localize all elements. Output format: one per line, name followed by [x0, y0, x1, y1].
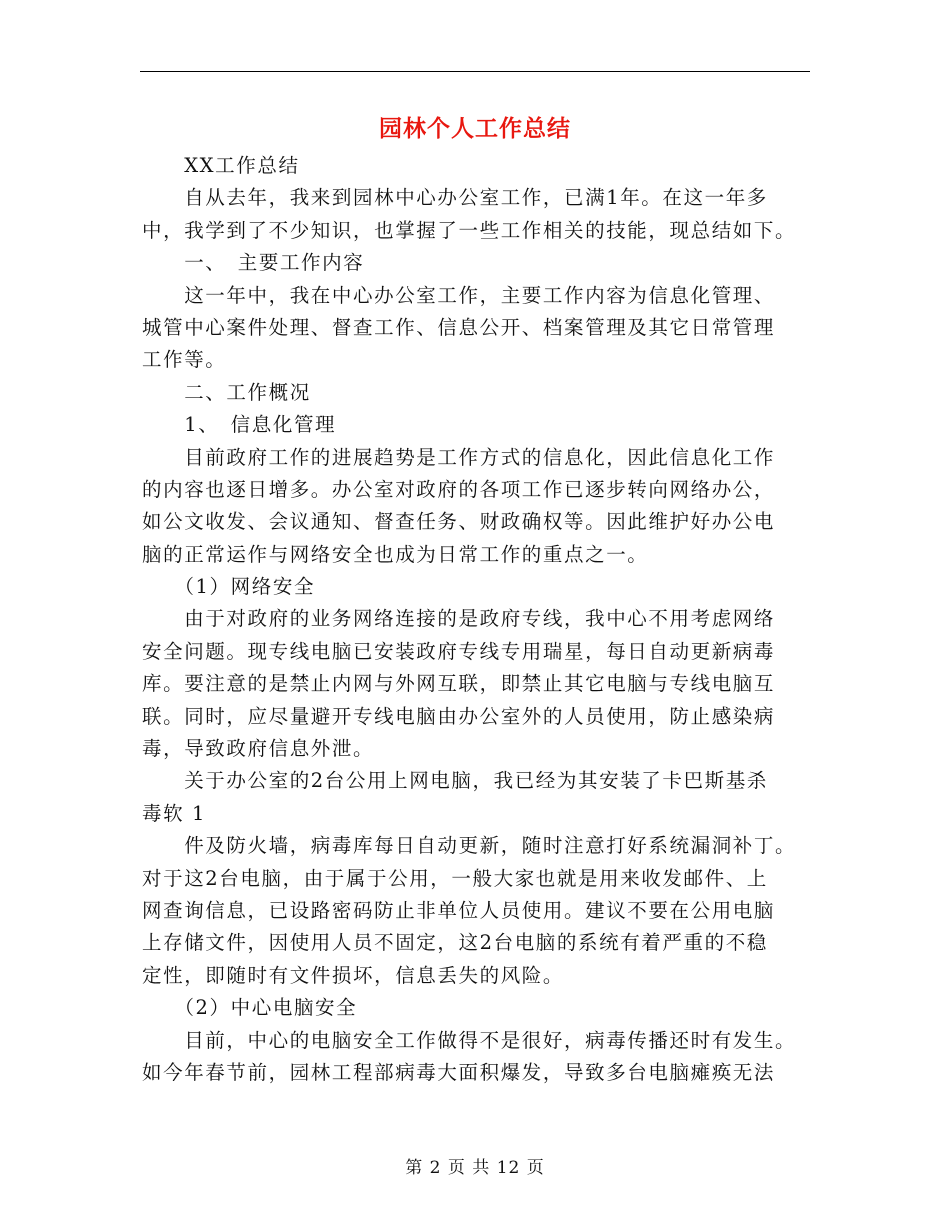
- body-line: 由于对政府的业务网络连接的是政府专线，我中心不用考虑网络: [142, 607, 776, 631]
- body-line: 二、工作概况: [142, 380, 311, 404]
- document-body: [142, 150, 814, 1089]
- body-line: 脑的正常运作与网络安全也成为日常工作的重点之一。: [142, 542, 649, 566]
- body-line: 安全问题。现专线电脑已安装政府专线专用瑞星，每日自动更新病毒: [142, 639, 776, 663]
- body-line: 关于办公室的2台公用上网电脑，我已经为其安装了卡巴斯基杀: [142, 769, 768, 793]
- header-rule: [140, 71, 810, 72]
- body-line: 件及防火墙，病毒库每日自动更新，随时注意打好系统漏洞补丁。: [142, 834, 797, 858]
- body-line: 如公文收发、会议通知、督查任务、财政确权等。因此维护好办公电: [142, 510, 776, 534]
- body-line: 对于这2台电脑，由于属于公用，一般大家也就是用来收发邮件、上: [142, 866, 768, 890]
- body-line: 中，我学到了不少知识，也掌握了一些工作相关的技能，现总结如下。: [142, 218, 797, 242]
- page-number-footer: 第 2 页 共 12 页: [405, 1158, 545, 1178]
- body-line: （1）网络安全: [142, 575, 316, 599]
- body-line: 库。要注意的是禁止内网与外网互联，即禁止其它电脑与专线电脑互: [142, 672, 776, 696]
- body-line: 自从去年，我来到园林中心办公室工作，已满1年。在这一年多: [142, 186, 768, 210]
- body-line: 工作等。: [142, 348, 227, 372]
- body-line: 城管中心案件处理、督查工作、信息公开、档案管理及其它日常管理: [142, 315, 776, 339]
- body-line: 的内容也逐日增多。办公室对政府的各项工作已逐步转向网络办公，: [142, 477, 776, 501]
- body-line: 1、 信息化管理: [142, 413, 337, 437]
- body-line: 毒软 1: [142, 801, 207, 825]
- body-line: 上存储文件，因使用人员不固定，这2台电脑的系统有着严重的不稳: [142, 931, 768, 955]
- body-line: （2）中心电脑安全: [142, 996, 358, 1020]
- body-line: 目前政府工作的进展趋势是工作方式的信息化，因此信息化工作: [142, 445, 776, 469]
- body-line: 目前，中心的电脑安全工作做得不是很好，病毒传播还时有发生。: [142, 1028, 797, 1052]
- body-line: 定性，即随时有文件损坏，信息丢失的风险。: [142, 963, 565, 987]
- body-line: 如今年春节前，园林工程部病毒大面积爆发，导致多台电脑瘫痪无法: [142, 1060, 776, 1084]
- body-line: 联。同时，应尽量避开专线电脑由办公室外的人员使用，防止感染病: [142, 704, 776, 728]
- body-line: 这一年中，我在中心办公室工作，主要工作内容为信息化管理、: [142, 283, 776, 307]
- body-line: XX工作总结: [142, 154, 300, 177]
- body-line: 一、 主要工作内容: [142, 251, 365, 275]
- body-line: 毒，导致政府信息外泄。: [142, 737, 375, 761]
- body-line: 网查询信息，已设路密码防止非单位人员使用。建议不要在公用电脑: [142, 898, 776, 922]
- document-title: 园林个人工作总结: [379, 115, 571, 142]
